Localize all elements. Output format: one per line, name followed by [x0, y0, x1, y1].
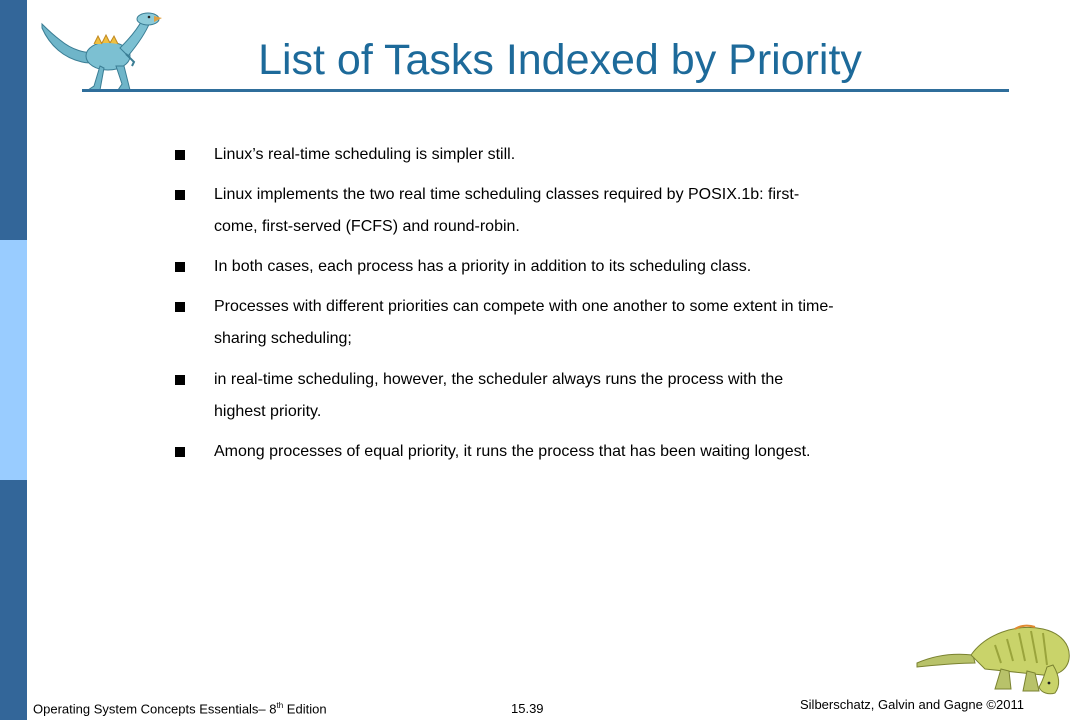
square-bullet-icon — [175, 150, 185, 160]
footer-edition-superscript: th — [276, 701, 284, 710]
title-underline — [82, 89, 1009, 92]
bullet-text: Processes with different priorities can compete with one another to some extent in time- — [214, 298, 834, 315]
footer-book-title-text: Operating System Concepts Essentials– 8 — [33, 701, 277, 717]
bullet-text-continuation: highest priority. — [214, 403, 322, 420]
bullet-text-continuation: sharing scheduling; — [214, 330, 352, 347]
bullet-text: Linux’s real-time scheduling is simpler still. — [214, 146, 516, 163]
bullet-text-continuation: come, first-served (FCFS) and round-robin. — [214, 218, 520, 235]
sidebar-band-top — [0, 0, 27, 240]
bullet-text: Linux implements the two real time scheduling classes required by POSIX.1b: first- — [214, 186, 800, 203]
footer-page-number: 15.39 — [511, 701, 544, 716]
square-bullet-icon — [175, 190, 185, 200]
footer-edition-text: Edition — [283, 701, 327, 717]
dinosaur-logo-icon — [38, 6, 166, 94]
bullet-text: in real-time scheduling, however, the scheduler always runs the process with the — [214, 371, 784, 388]
square-bullet-icon — [175, 375, 185, 385]
square-bullet-icon — [175, 302, 185, 312]
square-bullet-icon — [175, 262, 185, 272]
slide-title: List of Tasks Indexed by Priority — [258, 36, 862, 84]
bullet-text: Among processes of equal priority, it runs the process that has been waiting longest. — [214, 443, 811, 460]
bullet-text: In both cases, each process has a priority in addition to its scheduling class. — [214, 258, 752, 275]
left-sidebar — [0, 0, 27, 720]
sidebar-band-bottom — [0, 480, 27, 720]
footer-book-title — [33, 701, 327, 716]
square-bullet-icon — [175, 447, 185, 457]
sidebar-band-middle — [0, 240, 27, 480]
dinosaur-crouching-icon — [915, 615, 1075, 697]
footer-copyright: Silberschatz, Galvin and Gagne ©2011 — [800, 697, 1024, 712]
